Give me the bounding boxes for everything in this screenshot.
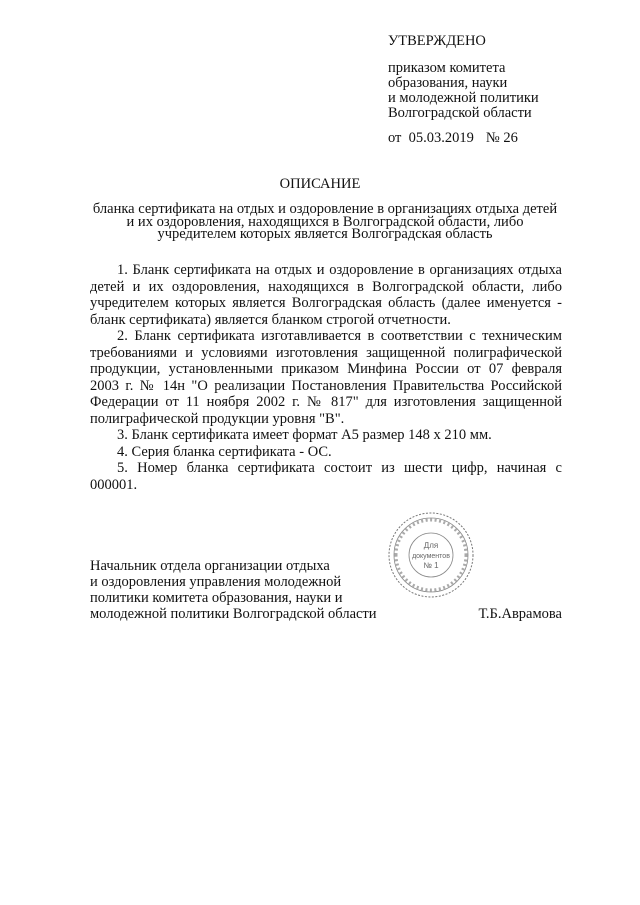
- signatory-position-line: политики комитета образования, науки и: [90, 590, 343, 606]
- approval-line: Волгоградской области: [388, 105, 532, 121]
- signatory-position-line: и оздоровления управления молодежной: [90, 574, 342, 590]
- approval-title: УТВЕРЖДЕНО: [388, 33, 486, 49]
- signatory-name: Т.Б.Аврамова: [478, 606, 562, 622]
- paragraph-1: 1. Бланк сертификата на отдых и оздоровление в организациях отдыха детей и их оздоровления, находящихся в Волгоградской области, либо учредителем которых является Волгоградская область (далее именуется - бланк сертификата) является бланком строгой отчетности.: [90, 262, 562, 328]
- document-subtitle: бланка сертификата на отдых и оздоровление в организациях отдыха детей и их оздоровления, находящихся в Волгоградской области, либо учредителем которых является Волгоградская область: [92, 201, 558, 242]
- stamp-text-2: документов: [412, 553, 450, 560]
- approval-date-prefix: от: [388, 130, 402, 146]
- approval-line: образования, науки: [388, 75, 508, 91]
- document-body: [90, 262, 562, 493]
- paragraph-3: 3. Бланк сертификата имеет формат А5 размер 148 х 210 мм.: [117, 427, 492, 443]
- approval-order: [388, 131, 588, 146]
- approval-line: и молодежной политики: [388, 90, 539, 106]
- document-title: ОПИСАНИЕ: [279, 176, 361, 192]
- approval-line: приказом комитета: [388, 60, 506, 76]
- signature-block: [90, 558, 562, 622]
- approval-date: 05.03.2019: [408, 130, 474, 146]
- paragraph-2: 2. Бланк сертификата изготавливается в соответствии с техническим требованиями и условиями изготовления защищенной полиграфической продукции, установленными приказом Минфина России от 07 февраля 2003 г. № 14н "О реализации Постановления Правительства Российской Федерации от 11 ноября 2002 г. № 817" для изготовления защищенной полиграфической продукции уровня "В".: [90, 328, 562, 427]
- signatory-position-line: молодежной политики Волгоградской области: [90, 606, 377, 622]
- paragraph-4: 4. Серия бланка сертификата - ОС.: [117, 443, 332, 460]
- stamp-text-3: № 1: [423, 561, 439, 570]
- approval-block: [388, 34, 588, 146]
- approval-issuer: [388, 61, 588, 121]
- paragraph-5: 5. Номер бланка сертификата состоит из шести цифр, начиная с 000001.: [90, 460, 562, 493]
- approval-number: № 26: [485, 130, 518, 146]
- signatory-position-line: Начальник отдела организации отдыха: [90, 558, 330, 574]
- stamp-text-1: Для: [423, 541, 439, 550]
